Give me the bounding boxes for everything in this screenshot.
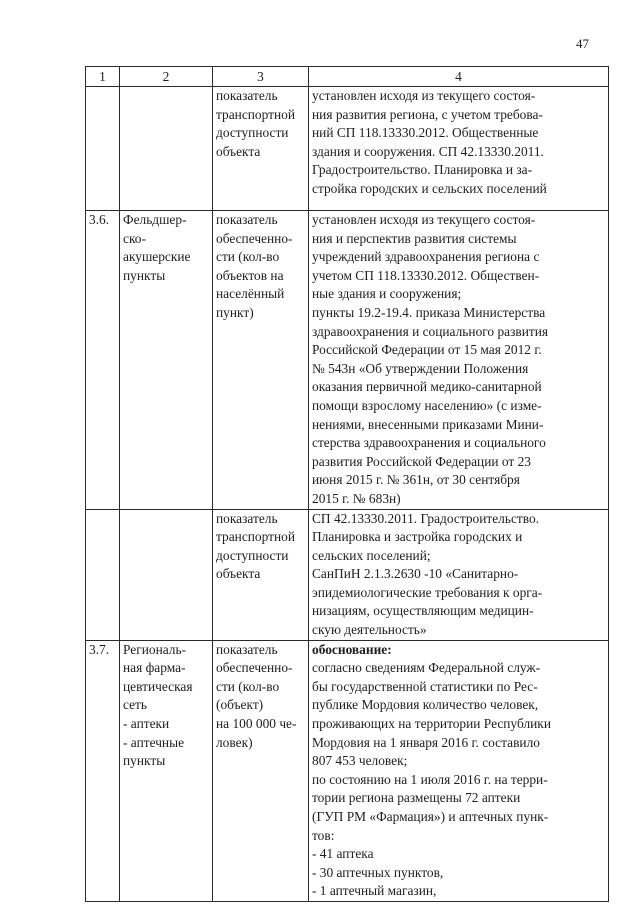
table-row xyxy=(86,509,609,640)
basis-heading: обоснование: xyxy=(312,641,392,657)
page-number: 47 xyxy=(576,36,589,51)
row-number: 3.7. xyxy=(86,640,120,901)
header-cell-2: 2 xyxy=(120,67,213,87)
basis-text: установлен исходя из текущего состоя- ния развития региона, с учетом требова- ний СП 118.13330.2012. Общественные здания и сооружения. СП 42.13330.2011. Градостроительство. Планировка и за- стройка городских и сельских поселений xyxy=(309,87,609,211)
table-header-row xyxy=(86,67,609,87)
requirements-table xyxy=(85,66,609,902)
indicator-text: показатель транспортной доступности объекта xyxy=(213,509,309,640)
table-row xyxy=(86,87,609,211)
table-row xyxy=(86,640,609,901)
row-number xyxy=(86,87,120,211)
header-cell-3: 3 xyxy=(213,67,309,87)
basis-text: установлен исходя из текущего состоя- ния и перспектив развития системы учреждений здравоохранения региона с учетом СП 118.13330.2012. Обществен- ные здания и сооружения; пункты 19.2-19.4. приказа Министерства здравоохранения и социального развития Российской Федерации от 15 мая 2012 г. № 543н «Об утверждении Положения оказания первичной медико-санитарной помощи взрослому населению» (с изме- нениями, внесенными приказами Мини- стерства здравоохранения и социального развития Российской Федерации от 23 июня 2015 г. № 361н, от 30 сентября 2015 г. № 683н) xyxy=(309,211,609,510)
basis-text: согласно сведениям Федеральной служ- бы государственной статистики по Рес- публике Мордовия количество человек, проживающих на территории Республики Мордовия на 1 января 2016 г. составило 807 453 человек; по состоянию на 1 июля 2016 г. на терри- тории региона размещены 72 аптеки (ГУП РМ «Фармация») и аптечных пунк- тов: - 41 аптека - 30 аптечных пунктов, - 1 аптечный магазин, xyxy=(312,660,551,899)
object-name: Фельдшер- ско- акушерские пункты xyxy=(120,211,213,510)
indicator-text: показатель обеспеченно- сти (кол-во (объект) на 100 000 че- ловек) xyxy=(213,640,309,901)
row-number xyxy=(86,509,120,640)
object-name xyxy=(120,87,213,211)
header-cell-1: 1 xyxy=(86,67,120,87)
basis-cell xyxy=(309,640,609,901)
object-name xyxy=(120,509,213,640)
basis-text: СП 42.13330.2011. Градостроительство. Планировка и застройка городских и сельских поселений; СанПиН 2.1.3.2630 -10 «Санитарно- эпидемиологические требования к орга- низациям, осуществляющим медицин- скую деятельность» xyxy=(309,509,609,640)
indicator-text: показатель обеспеченно- сти (кол-во объектов на населённый пункт) xyxy=(213,211,309,510)
object-name: Региональ- ная фарма- цевтическая сеть - аптеки - аптечные пункты xyxy=(120,640,213,901)
indicator-text: показатель транспортной доступности объекта xyxy=(213,87,309,211)
header-cell-4: 4 xyxy=(309,67,609,87)
table-row xyxy=(86,211,609,510)
row-number: 3.6. xyxy=(86,211,120,510)
